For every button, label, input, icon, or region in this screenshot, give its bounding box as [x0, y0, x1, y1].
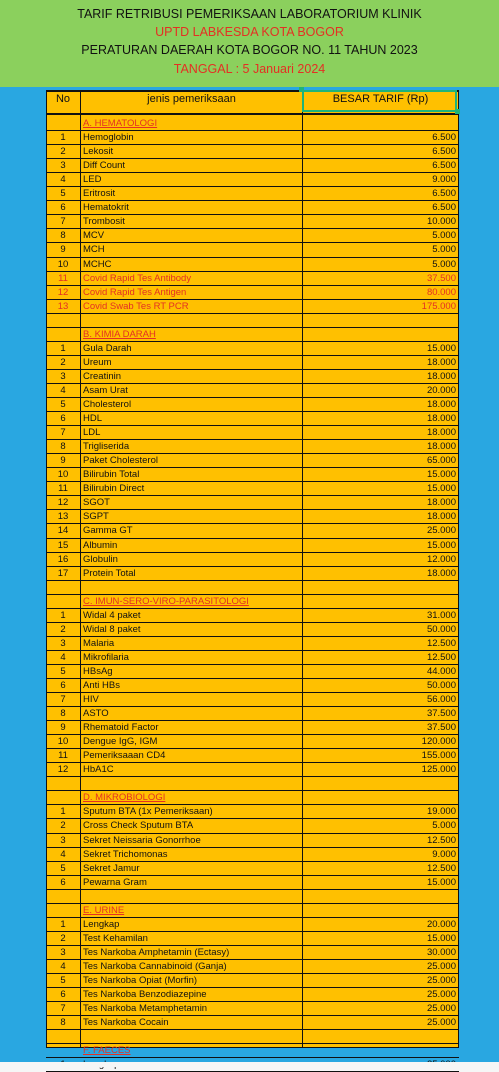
row-number[interactable]: 11: [58, 273, 68, 284]
exam-price[interactable]: 30.000: [426, 947, 456, 958]
row-number[interactable]: 6: [60, 877, 66, 888]
exam-price[interactable]: 18.000: [426, 511, 456, 522]
row-number[interactable]: 9: [60, 455, 66, 466]
exam-name[interactable]: Covid Rapid Tes Antibody: [83, 273, 192, 284]
exam-name[interactable]: Tes Narkoba Cannabinoid (Ganja): [83, 961, 227, 972]
column-header-exam: jenis pemeriksaan: [147, 93, 236, 105]
row-number[interactable]: 2: [60, 146, 66, 157]
exam-price[interactable]: 120.000: [421, 736, 456, 747]
exam-name[interactable]: HbA1C: [83, 764, 114, 775]
row-number[interactable]: 5: [60, 863, 66, 874]
row-number[interactable]: 12: [57, 287, 69, 298]
document-title: TARIF RETRIBUSI PEMERIKSAAN LABORATORIUM KLINIK: [77, 7, 422, 21]
row-number[interactable]: 3: [60, 638, 66, 649]
bottom-edge: [0, 1062, 499, 1067]
exam-name[interactable]: Pemeriksaaan CD4: [83, 750, 166, 761]
exam-price[interactable]: 5.000: [432, 244, 456, 255]
row-number[interactable]: 4: [60, 385, 66, 396]
exam-name[interactable]: SGOT: [83, 497, 110, 508]
exam-name[interactable]: Sekret Jamur: [83, 863, 140, 874]
grid-line: [46, 113, 459, 115]
exam-price[interactable]: 15.000: [426, 483, 456, 494]
row-number[interactable]: 13: [57, 301, 69, 312]
exam-price[interactable]: 18.000: [426, 413, 456, 424]
exam-name[interactable]: Tes Narkoba Cocain: [83, 1017, 169, 1028]
row-number[interactable]: 7: [60, 1003, 66, 1014]
row-number[interactable]: 8: [60, 1017, 66, 1028]
exam-name[interactable]: Tes Narkoba Metamphetamin: [83, 1003, 208, 1014]
exam-name[interactable]: Albumin: [83, 540, 118, 551]
exam-price[interactable]: 37.500: [426, 708, 456, 719]
exam-name[interactable]: Sekret Trichomonas: [83, 849, 168, 860]
exam-price[interactable]: 20.000: [426, 385, 456, 396]
exam-price[interactable]: 15.000: [426, 469, 456, 480]
exam-name[interactable]: Widal 8 paket: [83, 624, 141, 635]
row-number[interactable]: 4: [60, 849, 66, 860]
row-number[interactable]: 12: [57, 764, 69, 775]
exam-price[interactable]: 15.000: [426, 540, 456, 551]
exam-price[interactable]: 18.000: [426, 371, 456, 382]
exam-name[interactable]: MCH: [83, 244, 105, 255]
grid-line: [46, 313, 459, 314]
row-number[interactable]: 1: [60, 343, 66, 354]
section-title: E. URINE: [83, 904, 125, 916]
exam-name[interactable]: Cross Check Sputum BTA: [83, 820, 194, 831]
row-number[interactable]: 4: [60, 961, 66, 972]
row-number[interactable]: 1: [60, 132, 66, 143]
exam-name[interactable]: Malaria: [83, 638, 115, 649]
exam-price[interactable]: 6.500: [432, 202, 456, 213]
row-number[interactable]: 4: [60, 652, 66, 663]
exam-name[interactable]: SGPT: [83, 511, 109, 522]
exam-name[interactable]: LED: [83, 174, 102, 185]
exam-name[interactable]: HIV: [83, 694, 99, 705]
exam-price[interactable]: 15.000: [426, 877, 456, 888]
exam-price[interactable]: 37.500: [426, 722, 456, 733]
exam-price[interactable]: 25.000: [426, 975, 456, 986]
exam-name[interactable]: Pewarna Gram: [83, 877, 147, 888]
row-number[interactable]: 11: [58, 483, 68, 494]
section-title: D. MIKROBIOLOGI: [83, 792, 166, 804]
grid-line: [46, 1029, 459, 1030]
exam-price[interactable]: 80.000: [426, 287, 456, 298]
exam-price[interactable]: 5.000: [432, 820, 456, 831]
exam-name[interactable]: Sputum BTA (1x Pemeriksaan): [83, 806, 213, 817]
exam-price[interactable]: 9.000: [432, 849, 456, 860]
selection-handle-bottom[interactable]: [455, 109, 460, 114]
exam-name[interactable]: Dengue IgG, IGM: [83, 736, 158, 747]
exam-name[interactable]: LDL: [83, 427, 101, 438]
column-header-price[interactable]: BESAR TARIF (Rp): [332, 93, 429, 105]
exam-name[interactable]: Tes Narkoba Amphetamin (Ectasy): [83, 947, 230, 958]
section-title: F. FAECES: [83, 1045, 131, 1057]
row-number[interactable]: 12: [57, 497, 69, 508]
exam-price[interactable]: 155.000: [421, 750, 456, 761]
row-number[interactable]: 4: [60, 174, 66, 185]
exam-name[interactable]: Eritrosit: [83, 188, 116, 199]
grid-line: [46, 776, 459, 777]
exam-name[interactable]: Rhematoid Factor: [83, 722, 159, 733]
row-number[interactable]: 9: [60, 722, 66, 733]
exam-price[interactable]: 125.000: [421, 764, 456, 775]
row-number[interactable]: 3: [60, 947, 66, 958]
exam-name[interactable]: Lengkap: [83, 919, 120, 930]
row-number[interactable]: 1: [60, 806, 66, 817]
grid-line: [80, 90, 81, 1048]
exam-price[interactable]: 6.500: [432, 132, 456, 143]
exam-price[interactable]: 31.000: [426, 610, 456, 621]
row-number[interactable]: 6: [60, 680, 66, 691]
row-number[interactable]: 1: [60, 610, 66, 621]
exam-price[interactable]: 25.000: [426, 961, 456, 972]
exam-name[interactable]: Covid Swab Tes RT PCR: [83, 301, 189, 312]
exam-price[interactable]: 25.000: [426, 989, 456, 1000]
row-number[interactable]: 3: [60, 835, 66, 846]
section-title: C. IMUN-SERO-VIRO-PARASITOLOGI: [83, 595, 249, 607]
exam-price[interactable]: 25.000: [426, 525, 456, 536]
document-date: TANGGAL : 5 Januari 2024: [173, 62, 326, 76]
row-number[interactable]: 13: [57, 511, 69, 522]
section-title: A. HEMATOLOGI: [83, 118, 158, 129]
exam-name[interactable]: Trombosit: [83, 216, 125, 227]
exam-price[interactable]: 56.000: [426, 694, 456, 705]
exam-name[interactable]: HDL: [83, 413, 103, 424]
row-number[interactable]: 1: [60, 919, 66, 930]
row-number[interactable]: 5: [60, 666, 66, 677]
exam-price[interactable]: 15.000: [426, 343, 456, 354]
row-number[interactable]: 5: [60, 975, 66, 986]
row-number[interactable]: 8: [60, 230, 66, 241]
exam-price[interactable]: 18.000: [426, 357, 456, 368]
row-number[interactable]: 5: [60, 399, 66, 410]
exam-price[interactable]: 12.500: [426, 638, 456, 649]
exam-name[interactable]: Protein Total: [83, 568, 136, 579]
selection-handle-top[interactable]: [299, 87, 304, 92]
exam-price[interactable]: 18.000: [426, 399, 456, 410]
row-number[interactable]: 3: [60, 371, 66, 382]
exam-name[interactable]: Bilirubin Total: [83, 469, 140, 480]
exam-price[interactable]: 25.000: [426, 1017, 456, 1028]
row-number[interactable]: 10: [57, 259, 69, 270]
exam-price[interactable]: 10.000: [426, 216, 456, 227]
exam-price[interactable]: 12.500: [426, 652, 456, 663]
row-number[interactable]: 2: [60, 820, 66, 831]
exam-name[interactable]: Diff Count: [83, 160, 126, 171]
exam-name[interactable]: Cholesterol: [83, 399, 132, 410]
row-number[interactable]: 17: [57, 568, 69, 579]
exam-name[interactable]: HBsAg: [83, 666, 113, 677]
row-number[interactable]: 2: [60, 933, 66, 944]
exam-name[interactable]: Hemoglobin: [83, 132, 134, 143]
exam-name[interactable]: ASTO: [83, 708, 109, 719]
grid-line: [458, 90, 459, 1048]
exam-price[interactable]: 12.500: [426, 863, 456, 874]
exam-price[interactable]: 12.500: [426, 835, 456, 846]
exam-name[interactable]: Sekret Neissaria Gonorrhoe: [83, 835, 201, 846]
exam-price[interactable]: 20.000: [426, 919, 456, 930]
exam-name[interactable]: Creatinin: [83, 371, 122, 382]
exam-name[interactable]: Hematokrit: [83, 202, 129, 213]
institution-name: UPTD LABKESDA KOTA BOGOR: [155, 25, 344, 39]
row-number[interactable]: 14: [57, 525, 69, 536]
exam-price[interactable]: 12.000: [426, 554, 456, 565]
exam-name[interactable]: Tes Narkoba Opiat (Morfin): [83, 975, 198, 986]
exam-name[interactable]: Gamma GT: [83, 525, 133, 536]
exam-price[interactable]: 50.000: [426, 624, 456, 635]
row-number[interactable]: 9: [60, 244, 66, 255]
exam-price[interactable]: 18.000: [426, 568, 456, 579]
row-number[interactable]: 6: [60, 202, 66, 213]
row-number[interactable]: 2: [60, 357, 66, 368]
exam-price[interactable]: 18.000: [426, 497, 456, 508]
row-number[interactable]: 15: [57, 540, 69, 551]
exam-price[interactable]: 18.000: [426, 441, 456, 452]
exam-name[interactable]: Gula Darah: [83, 343, 132, 354]
exam-name[interactable]: Test Kehamilan: [83, 933, 148, 944]
exam-price[interactable]: 18.000: [426, 427, 456, 438]
exam-name[interactable]: Anti HBs: [83, 680, 120, 691]
row-number[interactable]: 6: [60, 989, 66, 1000]
exam-price[interactable]: 37.500: [426, 273, 456, 284]
row-number[interactable]: 3: [60, 160, 66, 171]
exam-price[interactable]: 6.500: [432, 188, 456, 199]
exam-name[interactable]: Widal 4 paket: [83, 610, 141, 621]
row-number[interactable]: 10: [57, 469, 69, 480]
column-header-no: No: [55, 93, 71, 105]
exam-price[interactable]: 19.000: [426, 806, 456, 817]
row-number[interactable]: 10: [57, 736, 69, 747]
grid-line: [46, 889, 459, 890]
section-title: B. KIMIA DARAH: [83, 328, 156, 340]
row-number[interactable]: 2: [60, 624, 66, 635]
exam-name[interactable]: Covid Rapid Tes Antigen: [83, 287, 187, 298]
regulation-reference: PERATURAN DAERAH KOTA BOGOR NO. 11 TAHUN 2023: [81, 43, 418, 57]
row-number[interactable]: 7: [60, 694, 66, 705]
exam-price[interactable]: 6.500: [432, 146, 456, 157]
exam-name[interactable]: MCV: [83, 230, 105, 241]
exam-name[interactable]: Tes Narkoba Benzodiazepine: [83, 989, 207, 1000]
row-number[interactable]: 8: [60, 441, 66, 452]
exam-price[interactable]: 15.000: [426, 933, 456, 944]
selected-cell[interactable]: [302, 90, 457, 112]
exam-price[interactable]: 50.000: [426, 680, 456, 691]
exam-name[interactable]: Ureum: [83, 357, 112, 368]
exam-price[interactable]: 44.000: [426, 666, 456, 677]
row-number[interactable]: 7: [60, 427, 66, 438]
exam-name[interactable]: Mikrofilaria: [83, 652, 129, 663]
row-number[interactable]: 6: [60, 413, 66, 424]
row-number[interactable]: 7: [60, 216, 66, 227]
exam-price[interactable]: 5.000: [432, 230, 456, 241]
exam-price[interactable]: 5.000: [432, 259, 456, 270]
exam-name[interactable]: Paket Cholesterol: [83, 455, 158, 466]
exam-price[interactable]: 6.500: [432, 160, 456, 171]
exam-name[interactable]: Asam Urat: [83, 385, 128, 396]
exam-price[interactable]: 25.000: [426, 1003, 456, 1014]
row-number[interactable]: 16: [57, 554, 69, 565]
row-number[interactable]: 11: [58, 750, 68, 761]
grid-line: [46, 580, 459, 581]
exam-price[interactable]: 9.000: [432, 174, 456, 185]
exam-name[interactable]: Lekosit: [83, 146, 114, 157]
exam-price[interactable]: 65.000: [426, 455, 456, 466]
exam-price[interactable]: 175.000: [421, 301, 456, 312]
exam-name[interactable]: Bilirubin Direct: [83, 483, 145, 494]
exam-name[interactable]: Trigliserida: [83, 441, 130, 452]
row-number[interactable]: 8: [60, 708, 66, 719]
row-number[interactable]: 5: [60, 188, 66, 199]
exam-name[interactable]: Globulin: [83, 554, 118, 565]
exam-name[interactable]: MCHC: [83, 259, 112, 270]
